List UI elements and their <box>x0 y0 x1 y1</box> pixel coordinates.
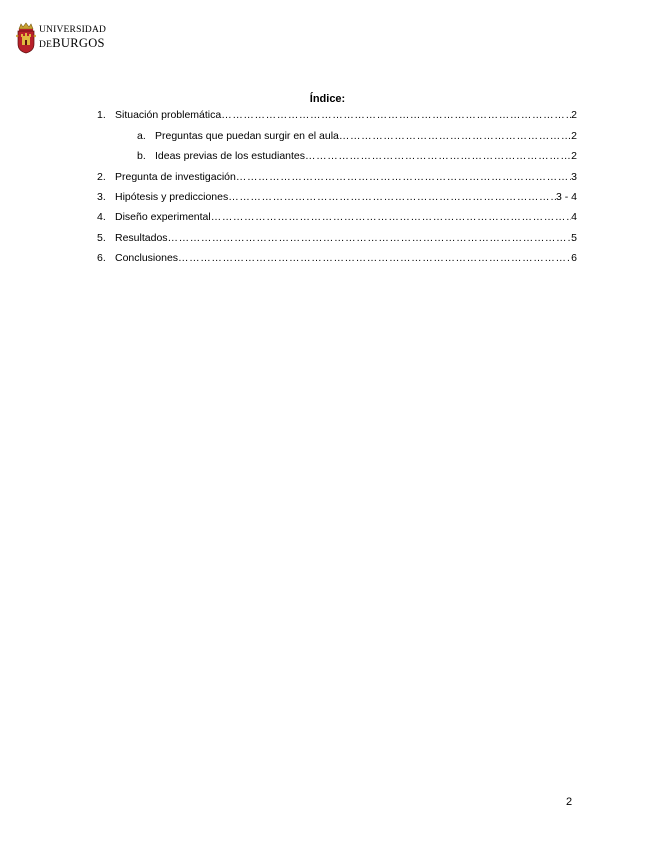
toc-entry-title: Diseño experimental <box>115 211 211 223</box>
toc-entry-page: 2 <box>571 130 577 142</box>
page-number: 2 <box>566 796 573 808</box>
toc-entry-title: Hipótesis y predicciones <box>115 191 229 203</box>
toc-entry[interactable] <box>97 210 577 224</box>
toc-entry[interactable] <box>97 231 577 245</box>
toc-title: Índice: <box>309 93 346 105</box>
toc-entry-page: 2 <box>571 150 577 162</box>
toc-dot-leader <box>305 149 571 163</box>
toc-entry[interactable] <box>97 108 577 122</box>
university-name <box>39 26 106 50</box>
logo-line-2-main: BURGOS <box>52 35 105 50</box>
toc-entry-page: 2 <box>571 109 577 121</box>
logo-line-2 <box>39 37 106 51</box>
toc-dot-leader <box>236 170 571 184</box>
toc-entry-title: Resultados <box>115 232 168 244</box>
toc-entry-number: 6. <box>97 252 106 264</box>
toc-entry[interactable] <box>97 170 577 184</box>
toc-entry-number: 1. <box>97 109 106 121</box>
university-logo <box>16 22 114 56</box>
toc-entry-title: Preguntas que puedan surgir en el aula <box>155 130 339 142</box>
coat-of-arms-icon <box>16 22 36 54</box>
toc-subentry[interactable] <box>137 149 577 163</box>
toc-entry[interactable] <box>97 190 577 204</box>
toc-entry-number: b. <box>137 150 146 162</box>
toc-dot-leader <box>228 190 556 204</box>
toc-entry-number: 2. <box>97 171 106 183</box>
toc-entry-number: 4. <box>97 211 106 223</box>
toc-entry-title: Situación problemática <box>115 109 222 121</box>
toc-entry-title: Ideas previas de los estudiantes <box>155 150 306 162</box>
toc-entry-page: 5 <box>571 232 577 244</box>
toc-subentry[interactable] <box>137 129 577 143</box>
toc-entry-page: 4 <box>571 211 577 223</box>
toc-entry-page: 3 - 4 <box>555 191 577 203</box>
toc-dot-leader <box>221 108 571 122</box>
toc-entry-number: 3. <box>97 191 106 203</box>
toc-entry[interactable] <box>97 251 577 265</box>
logo-line-2-prefix: DE <box>39 39 53 50</box>
toc-entry-page: 3 <box>571 171 577 183</box>
toc-dot-leader <box>168 231 572 245</box>
toc-entry-page: 6 <box>571 252 577 264</box>
toc-entry-title: Pregunta de investigación <box>115 171 236 183</box>
logo-line-1: UNIVERSIDAD <box>39 25 107 35</box>
toc-entry-number: a. <box>137 130 146 142</box>
toc-dot-leader <box>211 210 571 224</box>
toc-entry-title: Conclusiones <box>115 252 179 264</box>
toc-dot-leader <box>339 129 571 143</box>
toc-dot-leader <box>178 251 571 265</box>
toc-entry-number: 5. <box>97 232 106 244</box>
